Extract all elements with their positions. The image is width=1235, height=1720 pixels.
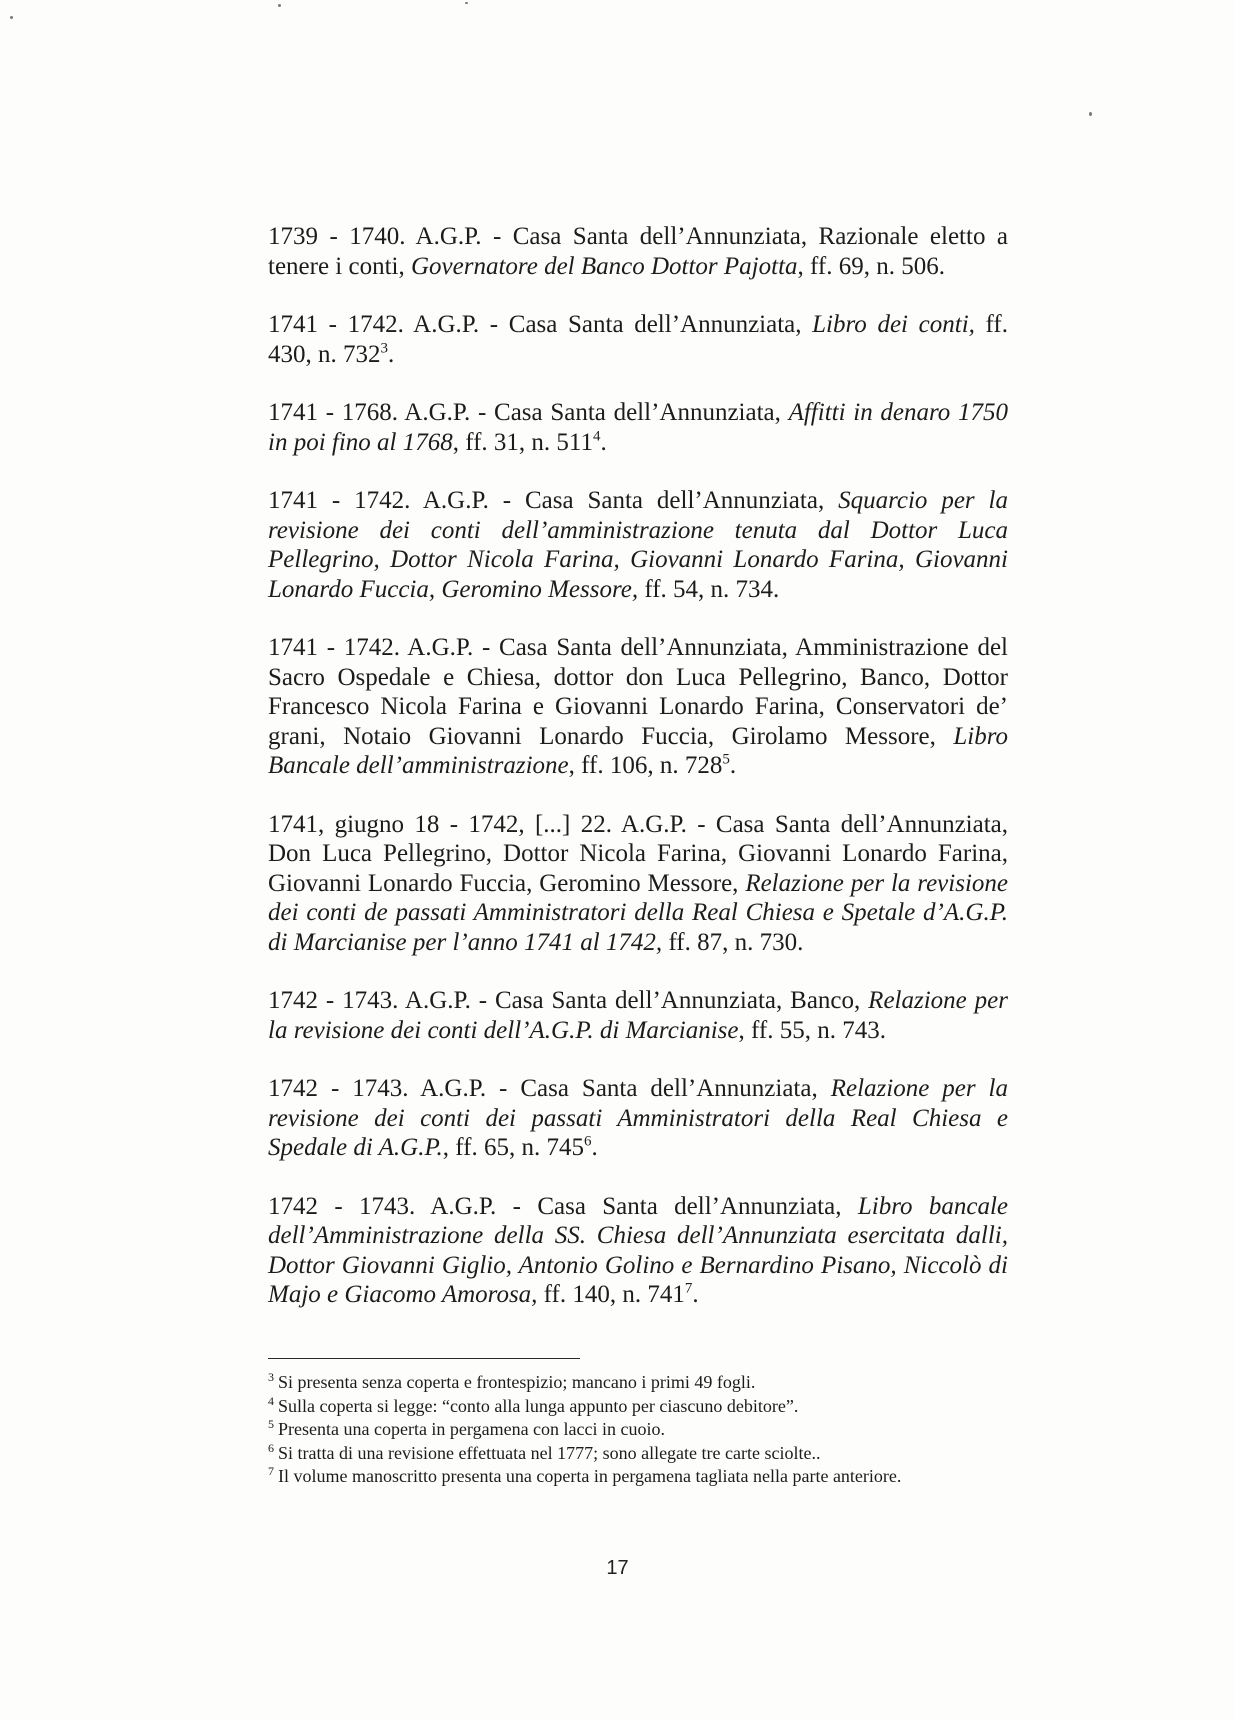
archive-entry <box>268 486 1008 604</box>
entry-title-italic: Relazione per la revisione dei conti dell’A.G.P. di Marcianise <box>268 987 1008 1044</box>
scan-speck <box>10 16 13 19</box>
footnote <box>268 1418 1028 1442</box>
entry-title-italic: Squarcio per la revisione dei conti dell’amministrazione tenuta dal Dottor Luca Pellegrino, Dottor Nicola Farina, Giovanni Lonardo Farina, Giovanni Lonardo Fuccia, Geromino Messore, <box>268 487 1008 603</box>
entry-title-italic: Relazione per la revisione dei conti de passati Amministratori della Real Chiesa e Spetale d’A.G.P. di Marcianise per l’anno 1741 al 1742, <box>268 869 1008 956</box>
footnote-text: Si tratta di una revisione effettuata nel 1777; sono allegate tre carte sciolte.. <box>278 1442 821 1463</box>
footnote-ref: 5 <box>722 751 730 768</box>
footnote-separator <box>268 1358 580 1359</box>
entry-title-italic: Libro dei conti, <box>812 311 975 338</box>
archive-entries <box>268 222 1008 1339</box>
entry-text: 1741, giugno 18 - 1742, [...] 22. A.G.P. - Casa Santa dell’Annunziata, Don Luca Pellegrino, Dottor Nicola Farina, Giovanni Lonardo Farina, Giovanni Lonardo Fuccia, Geromino Messore, <box>268 810 1008 897</box>
entry-title-italic: Libro Bancale dell’amministrazione <box>268 722 1008 779</box>
archive-entry <box>268 310 1008 369</box>
footnote-number: 6 <box>268 1440 274 1455</box>
entry-text: 1742 - 1743. A.G.P. - Casa Santa dell’Annunziata, <box>268 1192 858 1220</box>
entry-text: 1741 - 1768. A.G.P. - Casa Santa dell’Annunziata, <box>268 399 789 426</box>
scan-speck <box>465 2 468 4</box>
footnote-ref: 6 <box>583 1133 592 1150</box>
entry-text: , ff. 65, n. 745 <box>442 1134 584 1161</box>
footnote <box>268 1395 1028 1419</box>
entry-title-italic: Governatore del Banco Dottor Pajotta <box>411 252 798 280</box>
footnote <box>268 1465 1028 1489</box>
footnote-text: Presenta una coperta in pergamena con lacci in cuoio. <box>278 1419 666 1439</box>
footnote-text: Si presenta senza coperta e frontespizio; mancano i primi 49 fogli. <box>278 1372 756 1392</box>
archive-entry <box>268 986 1008 1045</box>
entry-text: 1739 - 1740. A.G.P. - Casa Santa dell’Annunziata, Razionale eletto a tenere i conti, <box>268 223 1008 280</box>
entry-text: 1742 - 1743. A.G.P. - Casa Santa dell’Annunziata, <box>268 1075 831 1102</box>
archive-entry <box>268 222 1008 281</box>
archive-entry <box>268 1192 1008 1310</box>
footnote-ref: 4 <box>593 428 601 445</box>
entry-text: , ff. 55, n. 743. <box>738 1016 886 1044</box>
entry-text: ff. 54, n. 734. <box>638 575 780 603</box>
footnote-number: 4 <box>268 1393 274 1408</box>
entry-text: 1741 - 1742. A.G.P. - Casa Santa dell’Annunziata, <box>268 487 839 514</box>
entry-text: . <box>591 1134 598 1161</box>
entry-title-italic: Libro bancale dell’Amministrazione della SS. Chiesa dell’Annunziata esercitata dalli, Dottor Giovanni Giglio, Antonio Golino e Bernardino Pisano, Niccolò di Majo e Giacomo Amorosa, <box>268 1192 1008 1308</box>
footnote-number: 7 <box>268 1464 274 1478</box>
entry-text: . <box>692 1281 699 1308</box>
scan-speck <box>1089 112 1092 116</box>
footnote-ref: 3 <box>380 340 388 357</box>
entry-text: , ff. 69, n. 506. <box>797 252 945 280</box>
entry-text: 1741 - 1742. A.G.P. - Casa Santa dell’Annunziata, Amministrazione del Sacro Ospedale e Chiesa, dottor don Luca Pellegrino, Banco, Dottor Francesco Nicola Farina e Giovanni Lonardo Farina, Conservatori de’ grani, Notaio Giovanni Lonardo Fuccia, Girolamo Messore, <box>268 634 1008 750</box>
archive-entry <box>268 398 1008 457</box>
entry-text: 1742 - 1743. A.G.P. - Casa Santa dell’Annunziata, Banco, <box>268 987 869 1014</box>
footnote-number: 3 <box>268 1370 274 1384</box>
entry-text: ff. 87, n. 730. <box>662 928 804 956</box>
footnote-ref: 7 <box>684 1280 693 1297</box>
entry-text: , ff. 106, n. 728 <box>568 752 723 779</box>
footnote-text: Il volume manoscritto presenta una coperta in pergamena tagliata nella parte anteriore. <box>278 1466 902 1486</box>
entry-text: ff. 140, n. 741 <box>537 1281 685 1308</box>
footnotes <box>268 1371 1028 1489</box>
footnote <box>268 1371 1028 1395</box>
archive-entry <box>268 1074 1008 1163</box>
footnote-number: 5 <box>268 1417 274 1431</box>
entry-text: . <box>729 752 737 779</box>
entry-text: . <box>600 428 607 456</box>
entry-text: 1741 - 1742. A.G.P. - Casa Santa dell’Annunziata, <box>268 311 813 338</box>
entry-text: , ff. 31, n. 511 <box>452 428 594 456</box>
entry-title-italic: Affitti in denaro 1750 in poi fino al 1768 <box>268 399 1008 456</box>
footnote <box>268 1442 1028 1466</box>
entry-text: ff. 430, n. 732 <box>268 311 1008 368</box>
scan-speck <box>278 4 281 7</box>
archive-entry <box>268 810 1008 958</box>
page-number: 17 <box>606 1557 629 1579</box>
entry-text: . <box>388 340 395 368</box>
footnote-text: Sulla coperta si legge: “conto alla lunga appunto per ciascuno debitore”. <box>278 1395 799 1416</box>
entry-title-italic: Relazione per la revisione dei conti dei passati Amministratori della Real Chiesa e Spedale di A.G.P. <box>268 1075 1008 1161</box>
archive-entry <box>268 633 1008 781</box>
